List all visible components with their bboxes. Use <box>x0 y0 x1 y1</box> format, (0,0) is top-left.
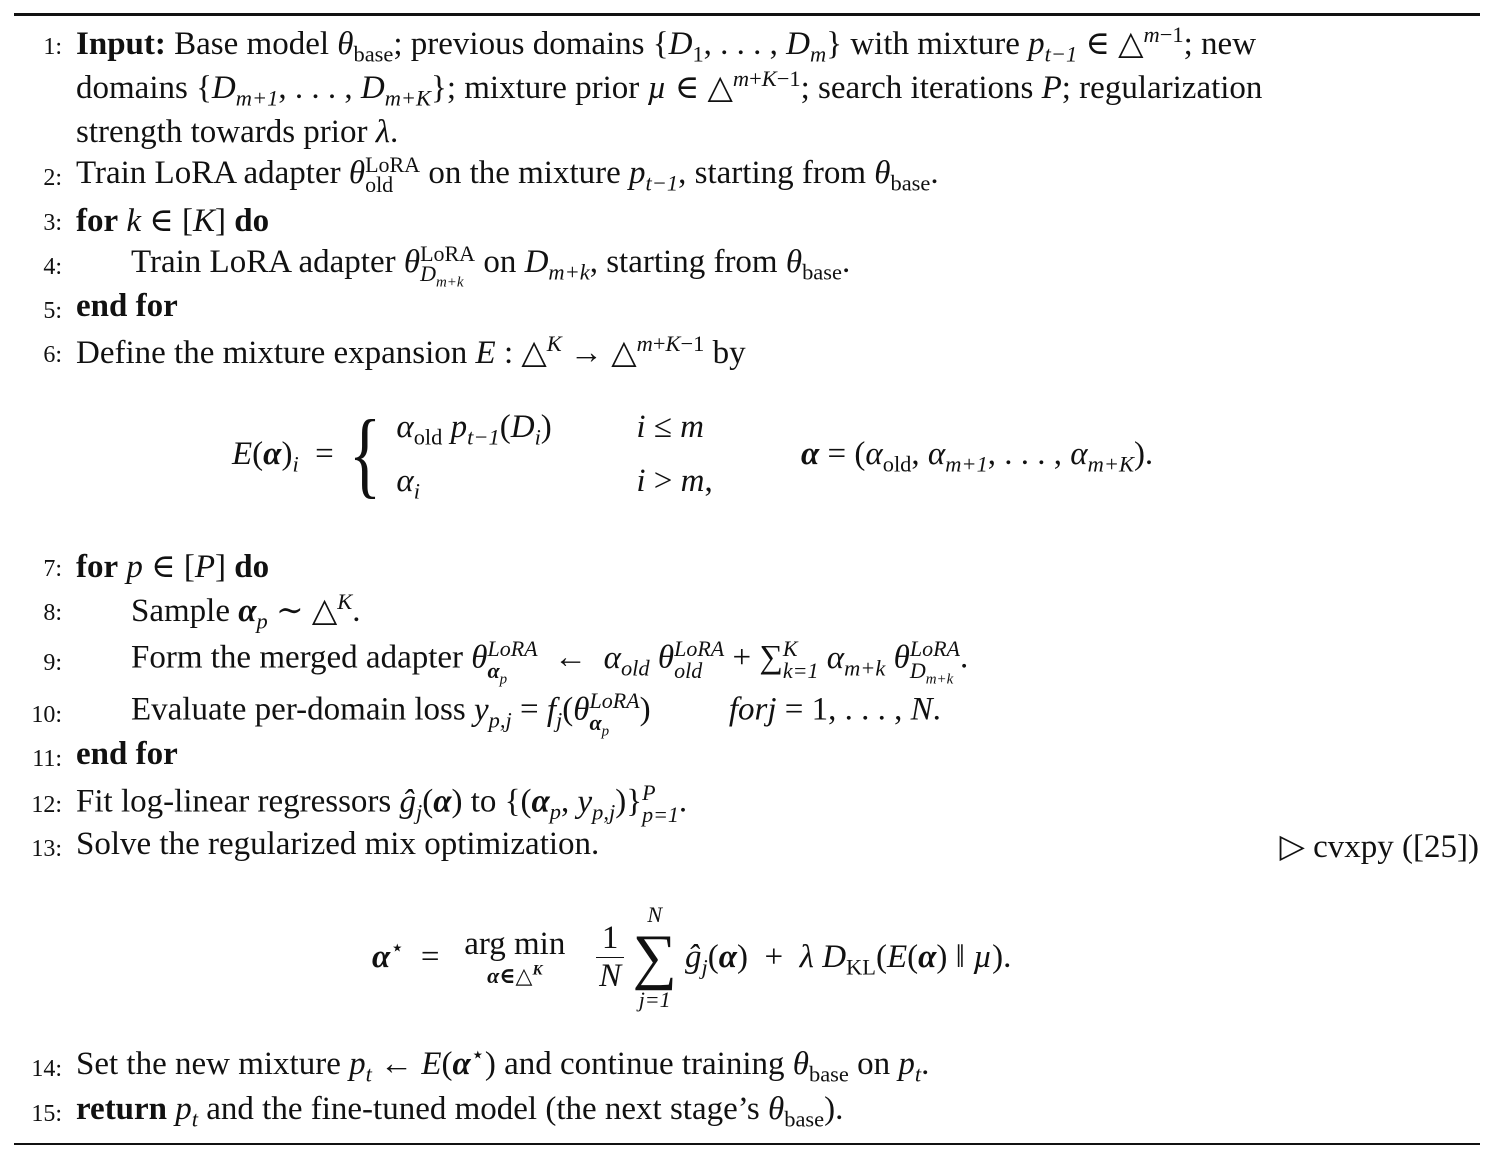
line-number: 7: <box>43 556 62 582</box>
line-number: 11: <box>32 746 62 772</box>
bottom-rule <box>14 1143 1480 1145</box>
equation-mixture-expansion: $E(\alpha)_i$ = { $\alpha_{old}$ $p_{t-1}(D_i)$ i ≤ m $\alpha_i$ i > m, $\alpha = (\alpha_{old}$, $\alpha_{m+1}$, . . . , $\alpha_{m+K}$). <box>232 400 1154 507</box>
top-rule <box>14 13 1480 16</box>
equation-mix-optimization: α⋆ = arg min α∈△$^K$ $\frac{1}{N}$ N ∑ j=1 $ĝ_j(\alpha) + \lambda$ $D_{KL}(E(\alpha)$ ‖ µ). <box>372 902 1012 1012</box>
line-number: 12: <box>31 792 62 818</box>
line-number: 1: <box>43 34 62 60</box>
line-number: 10: <box>31 702 62 728</box>
line-number: 13: <box>31 836 62 862</box>
line-number: 4: <box>43 254 62 280</box>
line-number: 14: <box>31 1056 62 1082</box>
line-number: 2: <box>43 165 62 191</box>
line-number: 15: <box>31 1101 62 1127</box>
line-number: 5: <box>43 298 62 324</box>
line-number: 6: <box>43 342 62 368</box>
line-number: 9: <box>43 650 62 676</box>
line-comment: ▷ cvxpy ([25]) <box>1279 829 1479 865</box>
line-number: 3: <box>43 210 62 236</box>
line-number: 8: <box>43 600 62 626</box>
